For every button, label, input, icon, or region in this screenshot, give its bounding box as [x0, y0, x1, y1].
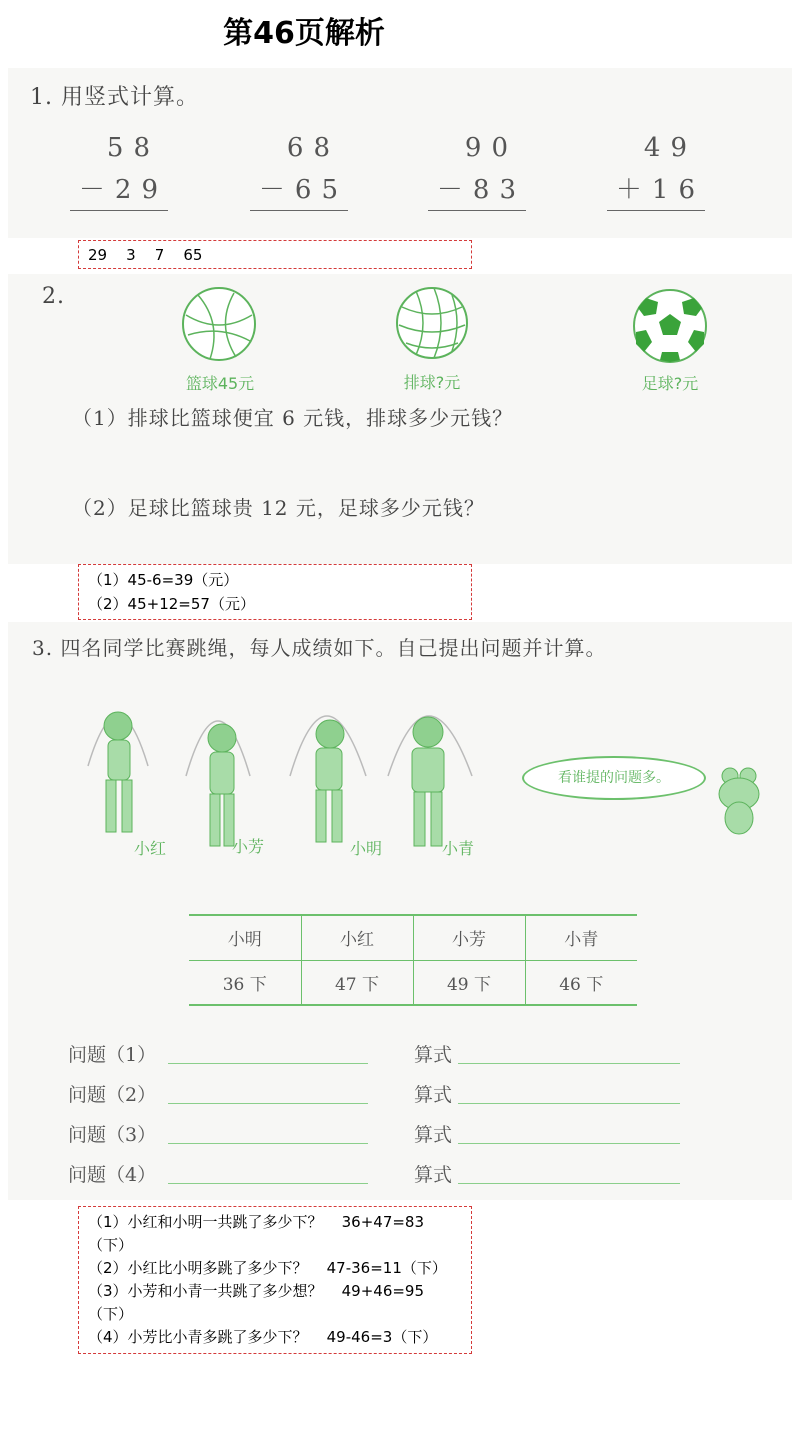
basketball-label: 篮球45元: [185, 374, 255, 393]
frog-mascot-icon: [716, 766, 762, 842]
formula-label-2: 算式: [414, 1084, 453, 1106]
soccer-ball-label: 足球?元: [641, 374, 699, 393]
problem-bottom: －83: [436, 175, 526, 205]
jump-rope-illustration: [78, 676, 478, 860]
question-label-4: 问题（4）: [68, 1164, 157, 1186]
kid-name-2: 小芳: [232, 837, 265, 856]
problem-top: 49: [643, 133, 697, 163]
problem-top: 90: [464, 133, 518, 163]
q1-problem-4: [607, 133, 705, 211]
problem-bottom: －65: [258, 175, 348, 205]
q3-answer-line-6: （4）小芳比小青多跳了多少下？ 49-46=3（下）: [88, 1328, 438, 1346]
speech-bubble: 看谁提的问题多。: [522, 756, 706, 800]
q1-answer-box: [78, 240, 472, 269]
basketball-icon: [180, 285, 258, 367]
kid-name-1: 小红: [134, 839, 167, 858]
table-cell: 36 下: [189, 960, 301, 1004]
formula-label-1: 算式: [414, 1044, 453, 1066]
formula-label-3: 算式: [414, 1124, 453, 1146]
question-label-1: 问题（1）: [68, 1044, 157, 1066]
q3-answer-line-2: （下）: [88, 1236, 134, 1254]
formula-blank-1[interactable]: [458, 1063, 680, 1064]
question-blank-1[interactable]: [168, 1063, 368, 1064]
q2-answer-line-2: （2）45+12=57（元）: [88, 595, 255, 613]
formula-blank-2[interactable]: [458, 1103, 680, 1104]
formula-blank-4[interactable]: [458, 1183, 680, 1184]
soccer-ball-icon: [632, 288, 708, 368]
q1-answer: 29 3 7 65: [88, 246, 203, 264]
problem-bottom: ＋16: [615, 175, 705, 205]
table-cell: 49 下: [413, 960, 525, 1004]
q1-problem-2: [250, 133, 348, 211]
problem-bottom: －29: [78, 175, 168, 205]
formula-label-4: 算式: [414, 1164, 453, 1186]
question-blank-3[interactable]: [168, 1143, 368, 1144]
score-table: [189, 916, 637, 1004]
q3-heading: 3. 四名同学比赛跳绳，每人成绩如下。自己提出问题并计算。: [32, 636, 607, 660]
q2-answer-box: [78, 564, 472, 620]
q2-answer-line-1: （1）45-6=39（元）: [88, 571, 239, 589]
q3-answer-line-1: （1）小红和小明一共跳了多少下？ 36+47=83: [88, 1213, 425, 1231]
q2-sub-question-2: （2）足球比篮球贵 12 元，足球多少元钱？: [72, 496, 485, 520]
problem-line: [428, 210, 526, 211]
question-blank-2[interactable]: [168, 1103, 368, 1104]
question-label-3: 问题（3）: [68, 1124, 157, 1146]
problem-line: [607, 210, 705, 211]
table-header-row: [189, 916, 637, 960]
table-cell: 47 下: [301, 960, 413, 1004]
score-table-wrapper: [189, 914, 637, 1006]
q1-problem-3: [428, 133, 526, 211]
q2-number: 2.: [42, 284, 65, 309]
problem-top: 68: [286, 133, 340, 163]
volleyball-label: 排球?元: [403, 373, 461, 392]
table-header-cell: 小红: [301, 916, 413, 960]
q3-answer-box: [78, 1206, 472, 1354]
q2-sub-question-1: （1）排球比篮球便宜 6 元钱，排球多少元钱？: [72, 406, 514, 430]
formula-blank-3[interactable]: [458, 1143, 680, 1144]
question-label-2: 问题（2）: [68, 1084, 157, 1106]
q3-answer-line-5: （下）: [88, 1305, 134, 1323]
problem-line: [70, 210, 168, 211]
kid-name-4: 小青: [442, 839, 475, 858]
q3-answer-line-3: （2）小红比小明多跳了多少下？ 47-36=11（下）: [88, 1259, 447, 1277]
table-header-cell: 小芳: [413, 916, 525, 960]
q3-answer-line-4: （3）小芳和小青一共跳了多少想？ 49+46=95: [88, 1282, 425, 1300]
problem-top: 58: [106, 133, 160, 163]
table-header-cell: 小青: [525, 916, 637, 960]
table-row: [189, 960, 637, 1004]
q1-problem-1: [70, 133, 168, 211]
table-cell: 46 下: [559, 974, 604, 995]
page-title: 第46页解析: [223, 16, 385, 51]
question-blank-4[interactable]: [168, 1183, 368, 1184]
kid-name-3: 小明: [350, 839, 383, 858]
volleyball-icon: [394, 285, 470, 365]
table-header-cell: 小明: [189, 916, 301, 960]
problem-line: [250, 210, 348, 211]
q1-heading: 1. 用竖式计算。: [30, 85, 199, 110]
